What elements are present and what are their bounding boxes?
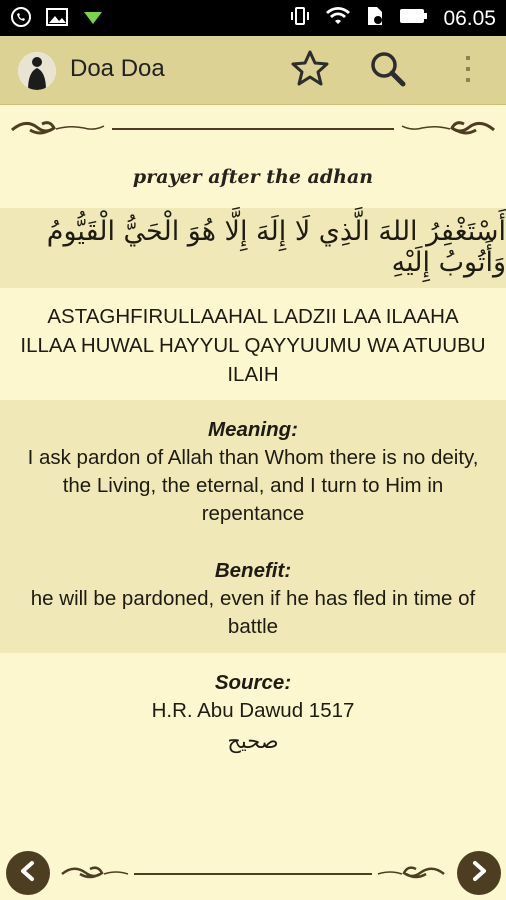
favorite-button[interactable] bbox=[288, 50, 332, 92]
wifi-icon bbox=[325, 5, 351, 33]
overflow-menu-button[interactable] bbox=[446, 50, 490, 92]
meaning-text: I ask pardon of Allah than Whom there is no deity, the Living, the eternal, and I turn to Him in repentance bbox=[27, 446, 479, 525]
app-bar bbox=[0, 36, 506, 105]
meaning-label: Meaning: bbox=[208, 418, 298, 441]
clock: 06.05 bbox=[443, 7, 496, 30]
image-icon bbox=[46, 7, 68, 33]
download-icon bbox=[82, 9, 104, 32]
more-vertical-icon bbox=[463, 54, 473, 88]
vibrate-icon bbox=[289, 5, 311, 33]
app-title: Doa Doa bbox=[70, 55, 165, 82]
benefit-label: Benefit: bbox=[214, 559, 292, 582]
sim-card-icon bbox=[365, 5, 385, 33]
source-text: H.R. Abu Dawud 1517 bbox=[151, 699, 355, 722]
source-label: Source: bbox=[214, 671, 292, 694]
hadith-grade: صحيح bbox=[227, 729, 279, 753]
star-icon bbox=[290, 49, 330, 93]
next-button[interactable] bbox=[457, 851, 501, 895]
benefit-text: he will be pardoned, even if he has fled in time of battle bbox=[30, 587, 476, 638]
doa-title: prayer after the adhan bbox=[132, 166, 374, 188]
status-bar bbox=[0, 0, 506, 36]
source-section bbox=[20, 669, 486, 755]
top-ornament-divider bbox=[0, 116, 506, 140]
whatsapp-icon bbox=[10, 6, 32, 34]
meaning-section bbox=[20, 416, 486, 528]
chevron-right-icon bbox=[468, 860, 490, 886]
benefit-section bbox=[20, 557, 486, 641]
transliteration-text: ASTAGHFIRULLAAHAL LADZII LAA ILAAHA ILLAA HUWAL HAYYUL QAYYUUMU WA ATUUBU ILAIH bbox=[20, 305, 486, 386]
arabic-text: أَسْتَغْفِرُ اللهَ الَّذِي لَا إِلَهَ إِلَّا هُوَ الْحَيُّ الْقَيُّومُ وَأَتُوبُ إِلَيْهِ bbox=[46, 216, 506, 278]
app-logo[interactable] bbox=[18, 52, 56, 90]
search-icon bbox=[368, 49, 408, 93]
search-button[interactable] bbox=[366, 50, 410, 92]
battery-icon bbox=[399, 7, 429, 31]
bottom-ornament-divider bbox=[0, 862, 506, 886]
